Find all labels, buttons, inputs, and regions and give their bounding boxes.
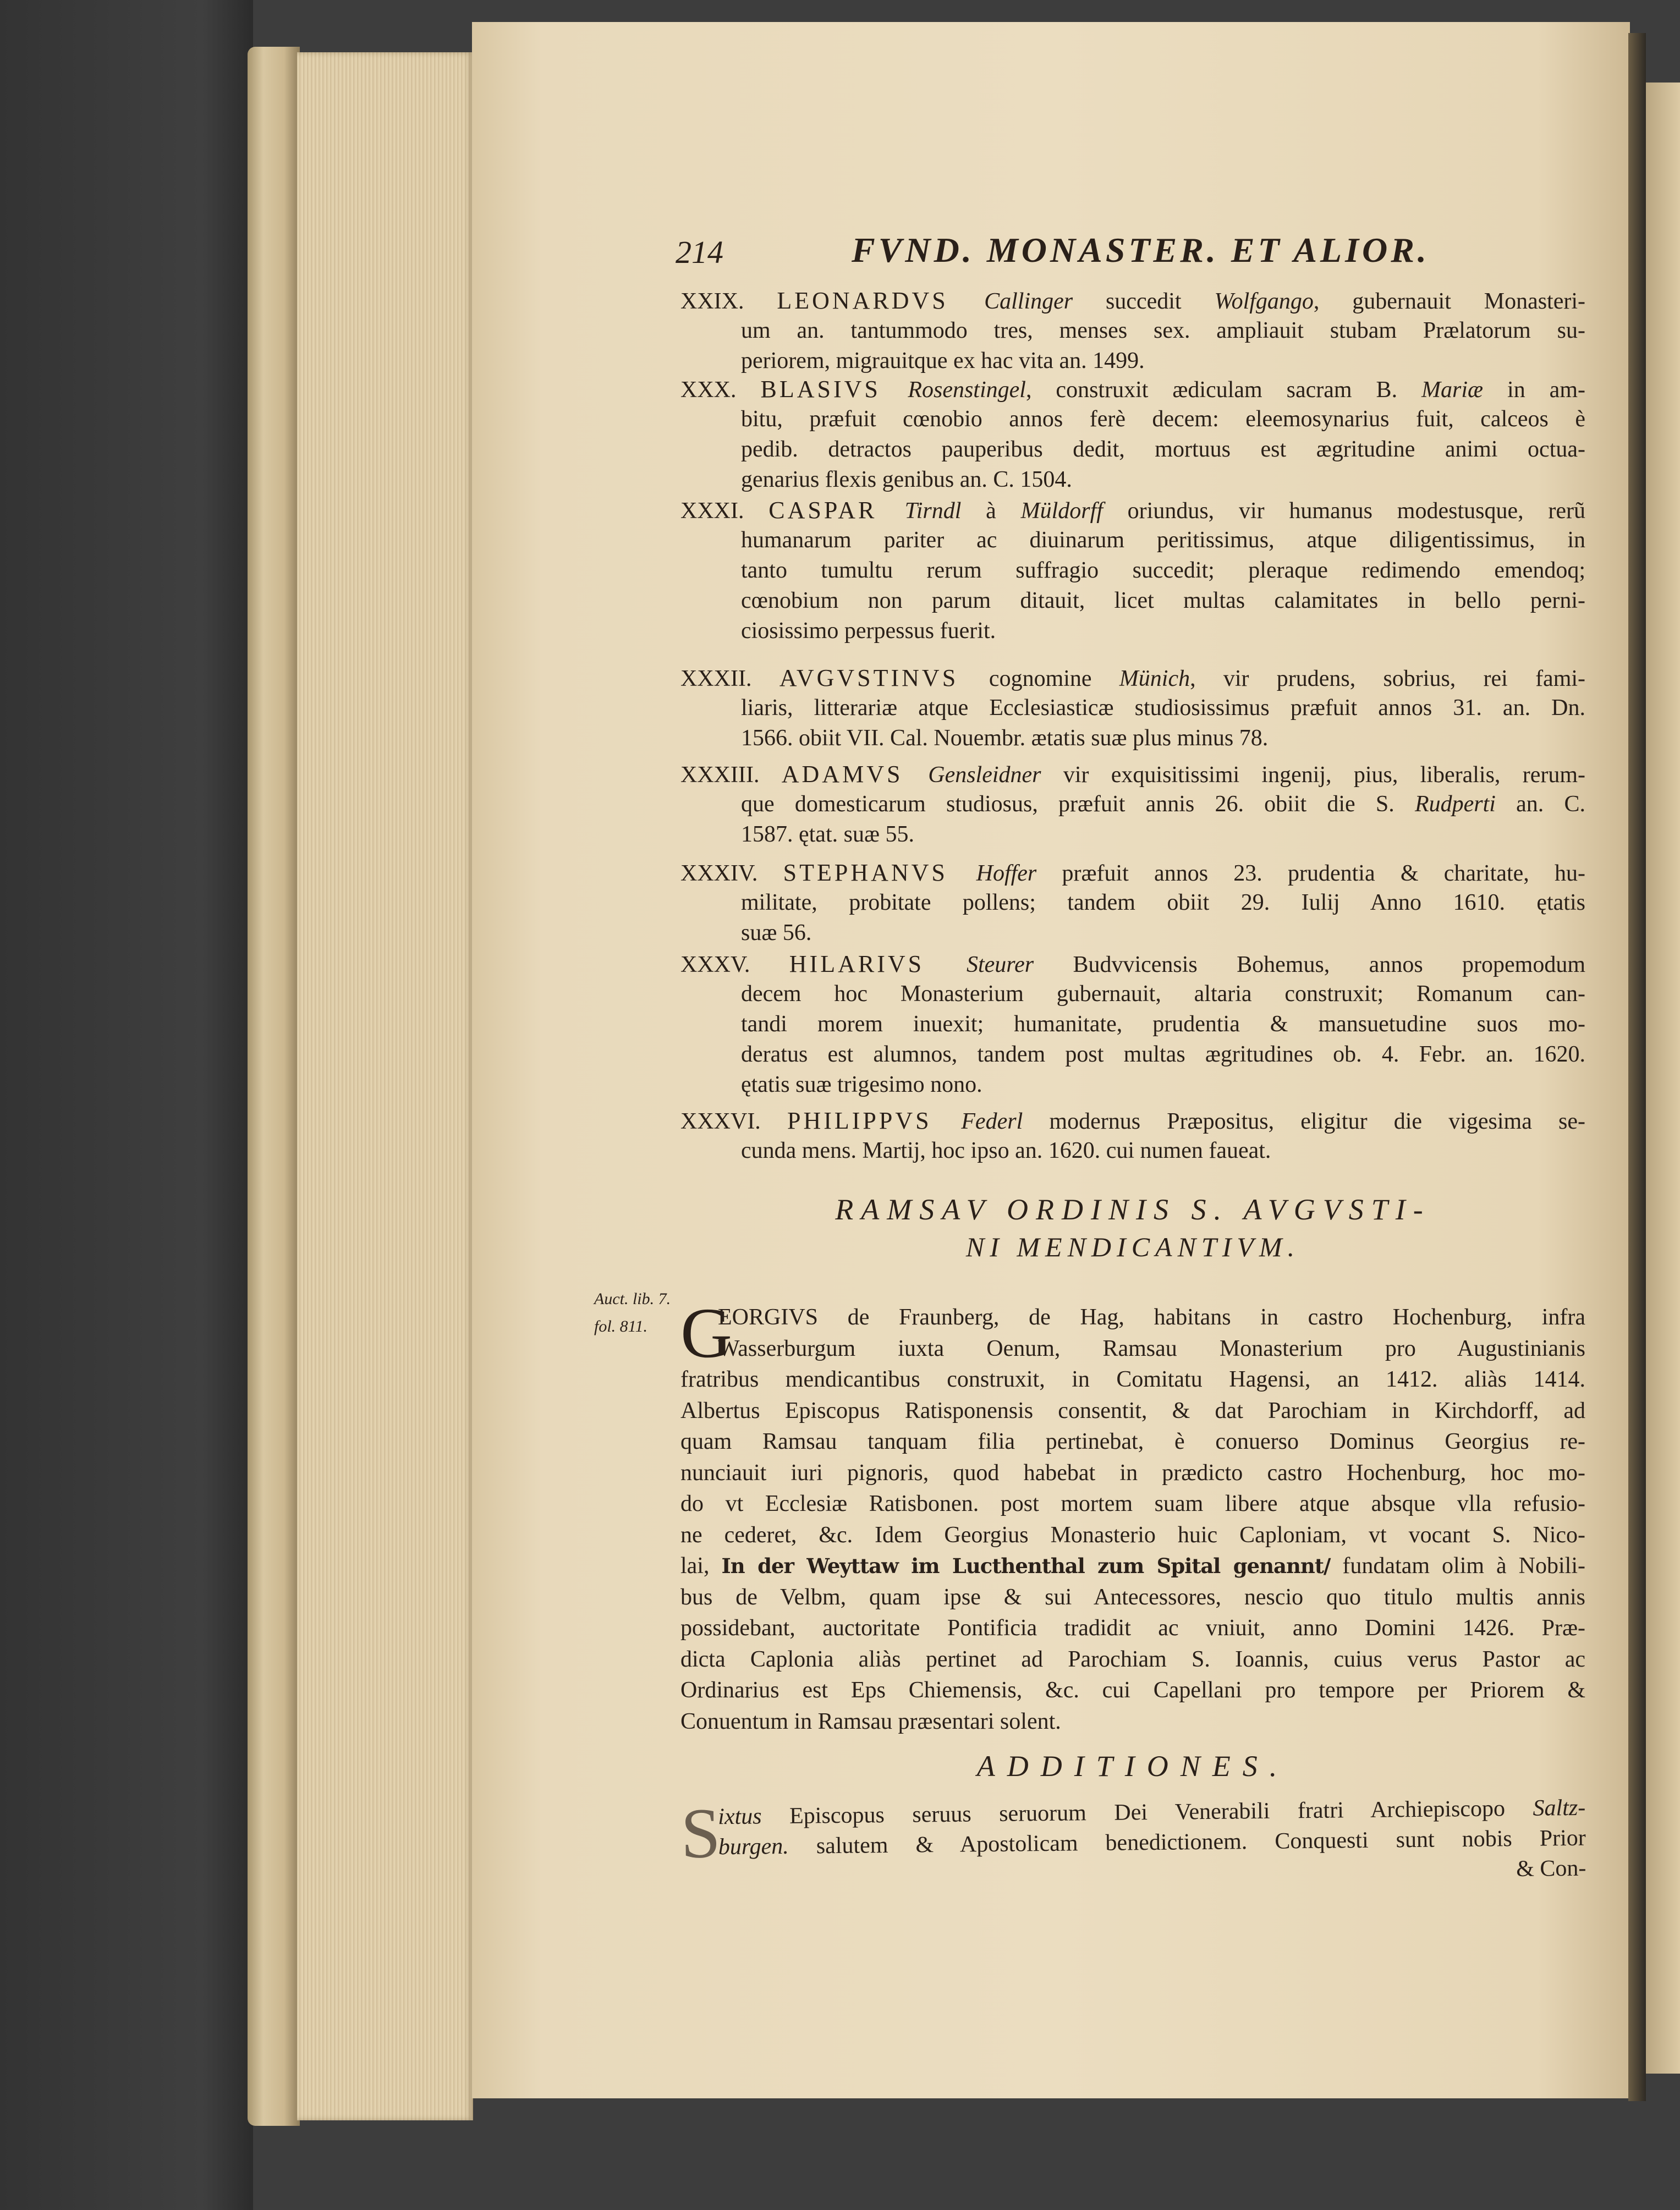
text-segment: salutem & Apostolicam benedictionem. Conquesti sunt nobis Prior <box>788 1825 1586 1859</box>
text-line: Wasserburgum iuxta Oenum, Ramsau Monasterium pro Augustinianis <box>718 1335 1585 1361</box>
background <box>0 0 253 2210</box>
text-line: suæ 56. <box>741 920 812 945</box>
text-segment: à <box>961 498 1021 524</box>
italic-name: Callinger <box>984 289 1073 314</box>
text-line <box>680 285 1585 316</box>
text-line <box>680 949 1585 979</box>
italic-name: Müldorff <box>1020 498 1103 524</box>
text-line: militate, probitate pollens; tandem obiit 29. Iulij Anno 1610. ętatis <box>741 890 1585 915</box>
text-line: ne cederet, &c. Idem Georgius Monasterio huic Caploniam, vt vocant S. Nico- <box>680 1522 1585 1548</box>
italic-name: Tirndl <box>904 498 962 524</box>
text-line <box>680 1106 1585 1136</box>
text-segment: præfuit annos 23. prudentia & charitate, hu- <box>1036 861 1585 886</box>
abbot-name: AVGVSTINVS <box>779 664 989 691</box>
page-block-edge <box>297 52 473 2120</box>
text-segment: in am- <box>1483 377 1585 403</box>
italic-name: Wolfgango <box>1214 289 1314 314</box>
italic-name: Federl <box>961 1109 1023 1134</box>
text-line <box>680 495 1585 525</box>
text-segment: , gubernauit Monasteri- <box>1313 289 1586 314</box>
text-segment: XXXII. <box>680 666 779 691</box>
abbot-entry <box>680 949 1585 1100</box>
italic-name: Saltz- <box>1533 1795 1586 1821</box>
text-segment: XXIX. <box>680 289 777 314</box>
text-line: ciosissimo perpessus fuerit. <box>741 618 996 644</box>
text-line <box>680 1551 1585 1582</box>
additiones-paragraph <box>680 1793 1586 1893</box>
drop-cap: G <box>680 1294 732 1373</box>
text-line <box>680 663 1585 693</box>
text-line: decem hoc Monasterium gubernauit, altaria construxit; Romanum can- <box>741 981 1585 1007</box>
section-heading-line2: NI MENDICANTIVM. <box>965 1232 1300 1262</box>
text-line: tandi morem inuexit; humanitate, prudentia & mansuetudine suos mo- <box>741 1011 1585 1037</box>
abbot-name: HILARIVS <box>789 950 967 977</box>
facing-page-edge <box>1646 83 1680 2074</box>
italic-name: Mariæ <box>1421 377 1484 403</box>
abbot-name: LEONARDVS <box>777 287 985 314</box>
text-line: fratribus mendicantibus construxit, in Comitatu Hagensi, an 1412. aliàs 1414. <box>680 1367 1585 1392</box>
text-segment: cognomine <box>989 666 1119 691</box>
text-line <box>680 374 1585 404</box>
text-line: bitu, præfuit cœnobio annos ferè decem: eleemosynarius fuit, calceos è <box>741 406 1585 432</box>
text-line: humanarum pariter ac diuinarum peritissimus, atque diligentissimus, in <box>741 527 1585 553</box>
text-segment: oriundus, vir humanus modestusque, rerũ <box>1102 498 1585 524</box>
text-segment: , vir prudens, sobrius, rei fami- <box>1190 666 1586 691</box>
text-segment: an. C. <box>1495 791 1586 817</box>
text-line: EORGIVS de Fraunberg, de Hag, habitans in castro Hochenburg, infra <box>718 1305 1585 1330</box>
margin-note-line2: fol. 811. <box>594 1317 647 1335</box>
text-line: & Con- <box>1516 1855 1586 1882</box>
margin-note-line1: Auct. lib. 7. <box>594 1290 671 1308</box>
text-line: nunciauit iuri pignoris, quod habebat in prædicto castro Hochenburg, hoc mo- <box>680 1460 1585 1486</box>
text-line: Ordinarius est Eps Chiemensis, &c. cui Capellani pro tempore per Priorem & <box>680 1678 1585 1703</box>
text-line: liaris, litterariæ atque Ecclesiasticæ studiosissimus præfuit annos 31. an. Dn. <box>741 695 1585 721</box>
text-line: periorem, migrauitque ex hac vita an. 1499. <box>741 348 1145 373</box>
text-line: um an. tantummodo tres, menses sex. ampliauit stubam Prælatorum su- <box>741 318 1585 343</box>
italic-name: Gensleidner <box>928 762 1041 788</box>
text-line: tanto tumultu rerum suffragio succedit; pleraque redimendo emendoq; <box>741 558 1585 583</box>
abbot-entry <box>680 285 1585 376</box>
abbot-name: BLASIVS <box>760 376 908 403</box>
text-segment: que domesticarum studiosus, præfuit annis 26. obiit die S. <box>741 791 1415 817</box>
text-line: Conuentum in Ramsau præsentari solent. <box>680 1708 1061 1734</box>
text-line: ętatis suæ trigesimo nono. <box>741 1072 982 1097</box>
text-line: quam Ramsau tanquam filia pertinebat, è conuerso Dominus Georgius re- <box>680 1429 1585 1454</box>
abbot-name: ADAMVS <box>781 761 929 788</box>
text-segment: Episcopus seruus seruorum Dei Venerabili fratri Archiepiscopo <box>761 1795 1533 1829</box>
italic-name: ixtus <box>718 1804 762 1830</box>
text-line <box>680 857 1585 888</box>
page-number: 214 <box>676 234 723 270</box>
running-head: FVND. MONASTER. ET ALIOR. <box>852 230 1430 270</box>
text-segment: modernus Præpositus, eligitur die vigesima se- <box>1023 1109 1586 1134</box>
abbot-entry <box>680 663 1585 754</box>
blackletter-text: In der Weyttaw im Lucthenthal zum Spital genannt/ <box>721 1554 1331 1578</box>
text-segment: succedit <box>1073 289 1215 314</box>
italic-name: burgen. <box>718 1833 789 1860</box>
book-cover-edge <box>248 47 300 2126</box>
text-segment: XXXIV. <box>680 861 783 886</box>
italic-name: Hoffer <box>976 861 1037 886</box>
text-segment: XXXI. <box>680 498 769 524</box>
text-segment: vir exquisitissimi ingenij, pius, liberalis, rerum- <box>1041 762 1585 788</box>
text-segment: XXXIII. <box>680 762 782 788</box>
text-line: do vt Ecclesiæ Ratisbonen. post mortem suam libere atque absque vlla refusio- <box>680 1491 1585 1516</box>
text-line: pedib. detractos pauperibus dedit, mortuus est ægritudine animi octua- <box>741 437 1585 462</box>
text-segment: Budvvicensis Bohemus, annos propemodum <box>1034 952 1585 977</box>
italic-name: Rosenstingel <box>908 377 1026 403</box>
text-line: 1587. ętat. suæ 55. <box>741 822 914 847</box>
drop-cap: S <box>680 1794 721 1873</box>
book-gutter <box>1628 33 1646 2101</box>
text-line: bus de Velbm, quam ipse & sui Antecessores, nescio quo titulo multis annis <box>680 1584 1585 1610</box>
text-line <box>680 759 1585 789</box>
abbot-name: STEPHANVS <box>783 859 976 886</box>
text-segment: XXXV. <box>680 952 789 977</box>
text-line: possidebant, auctoritate Pontificia tradidit ac vniuit, anno Domini 1426. Præ- <box>680 1615 1585 1641</box>
abbot-entry <box>680 1106 1585 1166</box>
text-segment: XXX. <box>680 377 761 403</box>
text-line: Albertus Episcopus Ratisponensis consentit, & dat Parochiam in Kirchdorff, ad <box>680 1398 1585 1423</box>
italic-name: Steurer <box>966 952 1034 977</box>
abbot-entry <box>680 374 1585 495</box>
italic-name: Rudperti <box>1414 791 1496 817</box>
text-line: dicta Caplonia aliàs pertinet ad Parochiam S. Ioannis, cuius verus Pastor ac <box>680 1646 1585 1672</box>
additiones-heading: ADDITIONES. <box>976 1750 1289 1783</box>
abbot-name: PHILIPPVS <box>787 1107 962 1134</box>
abbot-entry <box>680 495 1585 646</box>
abbot-entry <box>680 857 1585 948</box>
text-segment: , construxit ædiculam sacram B. <box>1025 377 1422 403</box>
text-line: 1566. obiit VII. Cal. Nouembr. ætatis suæ plus minus 78. <box>741 725 1269 751</box>
abbot-name: CASPAR <box>768 497 905 524</box>
text-line: cunda mens. Martij, hoc ipso an. 1620. cui numen faueat. <box>741 1138 1271 1163</box>
abbot-entry <box>680 759 1585 850</box>
text-segment: lai, <box>680 1553 722 1579</box>
text-segment: fundatam olim à Nobili- <box>1330 1553 1585 1579</box>
text-line: cœnobium non parum ditauit, licet multas calamitates in bello perni- <box>741 588 1585 613</box>
text-line: genarius flexis genibus an. C. 1504. <box>741 467 1072 492</box>
text-segment: XXXVI. <box>680 1109 787 1134</box>
text-line <box>741 789 1585 820</box>
georgius-paragraph <box>680 1294 1585 1737</box>
section-heading-line1: RAMSAV ORDINIS S. AVGVSTI- <box>835 1193 1431 1226</box>
italic-name: Münich <box>1119 666 1190 691</box>
text-line: deratus est alumnos, tandem post multas ægritudines ob. 4. Febr. an. 1620. <box>741 1042 1585 1067</box>
